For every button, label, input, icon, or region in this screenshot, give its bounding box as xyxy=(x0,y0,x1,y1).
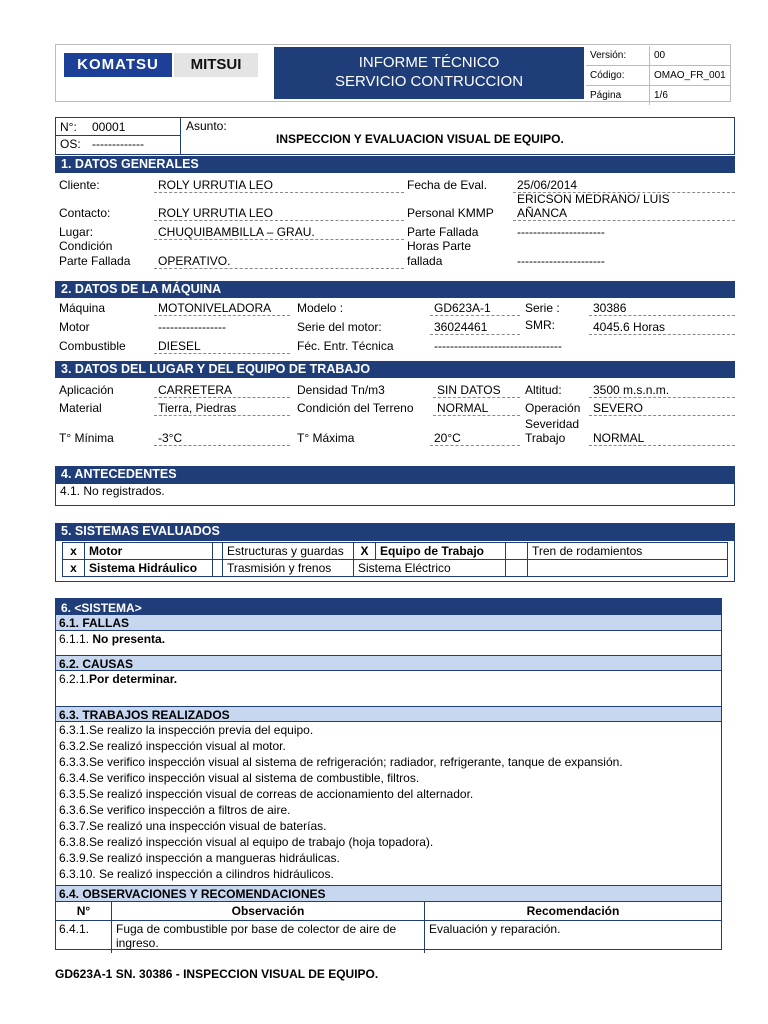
trabajo-item: 6.3.3.Se verifico inspección visual al sistema de refrigeración; radiador, refrigerante, tanque de expansión. xyxy=(59,755,623,769)
observaciones-table xyxy=(56,902,721,953)
section-antecedentes: 4. ANTECEDENTES xyxy=(55,466,735,483)
condicion-label-1: Condición xyxy=(59,239,113,253)
causas-item xyxy=(59,672,177,686)
col-header: Recomendación xyxy=(425,902,722,921)
motor-label: Motor xyxy=(59,320,90,334)
system-name: Estructuras y guardas xyxy=(223,543,354,560)
meta-label: Versión: xyxy=(586,46,650,66)
system-name: Motor xyxy=(85,543,213,560)
serie-label: Serie : xyxy=(525,301,560,315)
smr-label: SMR: xyxy=(525,318,555,332)
tmax-value: 20°C xyxy=(430,431,520,446)
meta-value: 1/6 xyxy=(654,90,668,101)
meta-value: OMAO_FR_001 xyxy=(650,66,731,86)
meta-value: 00 xyxy=(650,46,731,66)
page-footer: GD623A-1 SN. 30386 - INSPECCION VISUAL DE EQUIPO. xyxy=(55,967,379,981)
system-name: Sistema Hidráulico xyxy=(85,560,213,577)
system-name: Equipo de Trabajo xyxy=(376,543,506,560)
serie-motor-value: 36024461 xyxy=(430,320,520,335)
fallas-text: No presenta. xyxy=(92,632,166,646)
causas-text: Por determinar. xyxy=(89,672,178,686)
trabajo-item: 6.3.8.Se realizó inspección visual al equipo de trabajo (hoja topadora). xyxy=(59,835,434,849)
fec-entr-value: -------------------------------- xyxy=(434,339,562,353)
motor-value: ----------------- xyxy=(158,320,226,334)
combustible-label: Combustible xyxy=(59,339,126,353)
condicion-terreno-value: NORMAL xyxy=(433,401,520,416)
system-name: Trasmisión y frenos xyxy=(223,560,354,577)
fec-entr-label: Féc. Entr. Técnica xyxy=(297,339,394,353)
section-datos-lugar: 3. DATOS DEL LUGAR Y DEL EQUIPO DE TRABAJO xyxy=(55,361,735,378)
mitsui-logo: MITSUI xyxy=(174,53,258,77)
causas-title: 6.2. CAUSAS xyxy=(56,655,721,671)
tmax-label: T° Máxima xyxy=(297,431,355,445)
severidad-label-1: Severidad xyxy=(525,417,580,431)
obs-text: Fuga de combustible por base de colector de aire de ingreso. xyxy=(112,921,425,954)
section-datos-maquina: 2. DATOS DE LA MÁQUINA xyxy=(55,281,735,298)
trabajos-title: 6.3. TRABAJOS REALIZADOS xyxy=(56,706,721,722)
system-mark xyxy=(213,543,223,560)
trabajo-item: 6.3.5.Se realizó inspección visual de correas de accionamiento del alternador. xyxy=(59,787,474,801)
obs-rec: Evaluación y reparación. xyxy=(429,922,561,936)
parte-value: ---------------------- xyxy=(517,225,605,239)
system-name: Sistema Eléctrico xyxy=(354,560,506,577)
material-value: Tierra, Piedras xyxy=(154,401,290,416)
combustible-value: DIESEL xyxy=(154,339,290,354)
section-sistemas-evaluados: 5. SISTEMAS EVALUADOS xyxy=(55,523,735,540)
horas-label-2: fallada xyxy=(407,254,443,268)
obs-n: 6.4.1. xyxy=(56,921,112,954)
smr-value: 4045.6 Horas xyxy=(589,320,735,335)
severidad-label-2: Trabajo xyxy=(525,431,566,445)
header-meta xyxy=(586,46,730,105)
trabajo-item: 6.3.10. Se realizó inspección a cilindros hidráulicos. xyxy=(59,867,334,881)
personal-label: Personal KMMP xyxy=(407,206,494,220)
header xyxy=(55,44,731,102)
observaciones-title: 6.4. OBSERVACIONES Y RECOMENDACIONES xyxy=(56,885,721,902)
tmin-label: T° Mínima xyxy=(59,431,114,445)
material-label: Material xyxy=(59,401,102,415)
n-value: 00001 xyxy=(92,120,126,134)
sistema-section xyxy=(55,598,722,950)
modelo-value: GD623A-1 xyxy=(430,301,520,316)
fallas-title: 6.1. FALLAS xyxy=(56,615,721,631)
os-label: OS: xyxy=(60,137,81,151)
col-header: N° xyxy=(56,902,112,921)
report-title: INFORME TÉCNICO xyxy=(358,54,500,71)
contacto-value: ROLY URRUTIA LEO xyxy=(154,206,404,221)
contacto-label: Contacto: xyxy=(59,206,111,220)
antecedentes-box xyxy=(55,483,735,506)
tmin-value: -3°C xyxy=(154,431,290,446)
meta-label: Página xyxy=(586,86,650,106)
sistemas-table xyxy=(62,542,728,577)
trabajo-item: 6.3.9.Se realizó inspección a mangueras hidráulicas. xyxy=(59,851,340,865)
cliente-value: ROLY URRUTIA LEO xyxy=(154,178,404,193)
system-mark: X xyxy=(354,543,376,560)
system-name xyxy=(528,560,728,577)
aplicacion-label: Aplicación xyxy=(59,383,114,397)
sistema-title: 6. <SISTEMA> xyxy=(56,599,721,616)
fallas-item xyxy=(59,632,165,646)
asunto-value: INSPECCION Y EVALUACION VISUAL DE EQUIPO. xyxy=(276,132,564,146)
trabajo-item: 6.3.4.Se verifico inspección visual al sistema de combustible, filtros. xyxy=(59,771,420,785)
observaciones-header-row xyxy=(56,902,721,921)
aplicacion-value: CARRETERA xyxy=(154,383,290,398)
personal-value-line2: AÑANCA xyxy=(513,206,735,221)
trabajo-item: 6.3.6.Se verifico inspección a filtros de aire. xyxy=(59,803,291,817)
header-title-box xyxy=(274,47,584,99)
condicion-value: OPERATIVO. xyxy=(154,254,404,269)
fecha-label: Fecha de Eval. xyxy=(407,178,488,192)
antecedentes-text: 4.1. No registrados. xyxy=(60,484,165,498)
horas-value: ---------------------- xyxy=(517,254,605,268)
observaciones-row xyxy=(56,921,721,954)
lugar-label: Lugar: xyxy=(59,225,94,239)
densidad-value: SIN DATOS xyxy=(433,383,520,398)
condicion-terreno-label: Condición del Terreno xyxy=(297,401,414,415)
n-label: N°: xyxy=(60,120,77,134)
cliente-label: Cliente: xyxy=(59,178,100,192)
personal-value-line1: ERICSON MEDRANO/ LUIS xyxy=(517,192,670,206)
parte-label: Parte Fallada xyxy=(407,225,479,239)
fecha-value: 25/06/2014 xyxy=(513,178,735,193)
system-mark: x xyxy=(63,560,85,577)
lugar-value: CHUQUIBAMBILLA – GRAU. xyxy=(154,225,404,240)
trabajo-item: 6.3.2.Se realizó inspección visual al motor. xyxy=(59,739,286,753)
fallas-prefix: 6.1.1. xyxy=(59,632,93,646)
trabajo-item: 6.3.1.Se realizo la inspección previa del equipo. xyxy=(59,723,314,737)
system-mark xyxy=(506,543,528,560)
altitud-label: Altitud: xyxy=(525,383,562,397)
system-mark: x xyxy=(63,543,85,560)
severidad-value: NORMAL xyxy=(589,431,735,446)
condicion-label-2: Parte Fallada xyxy=(59,254,131,268)
report-subtitle: SERVICIO CONTRUCCION xyxy=(334,73,524,90)
sistemas-row xyxy=(63,543,728,560)
operacion-label: Operación xyxy=(525,401,581,415)
trabajo-item: 6.3.7.Se realizó una inspección visual de baterías. xyxy=(59,819,327,833)
serie-motor-label: Serie del motor: xyxy=(297,320,382,334)
col-header: Observación xyxy=(112,902,425,921)
asunto-label: Asunto: xyxy=(186,119,227,133)
os-value: ------------- xyxy=(92,137,144,151)
altitud-value: 3500 m.s.n.m. xyxy=(589,383,735,398)
causas-prefix: 6.2.1. xyxy=(59,672,90,686)
sistemas-row xyxy=(63,560,728,577)
modelo-label: Modelo : xyxy=(297,301,344,315)
system-mark xyxy=(506,560,528,577)
report-id-box xyxy=(55,117,735,155)
serie-value: 30386 xyxy=(589,301,735,316)
sistemas-box xyxy=(55,540,735,582)
horas-label-1: Horas Parte xyxy=(407,239,472,253)
maquina-label: Máquina xyxy=(59,301,106,315)
system-mark xyxy=(213,560,223,577)
trabajos-list xyxy=(59,722,623,882)
maquina-value: MOTONIVELADORA xyxy=(154,301,290,316)
operacion-value: SEVERO xyxy=(589,401,735,416)
densidad-label: Densidad Tn/m3 xyxy=(297,383,385,397)
system-name: Tren de rodamientos xyxy=(528,543,728,560)
komatsu-logo: KOMATSU xyxy=(64,53,172,77)
meta-label: Código: xyxy=(586,66,650,86)
section-datos-generales: 1. DATOS GENERALES xyxy=(55,156,735,173)
